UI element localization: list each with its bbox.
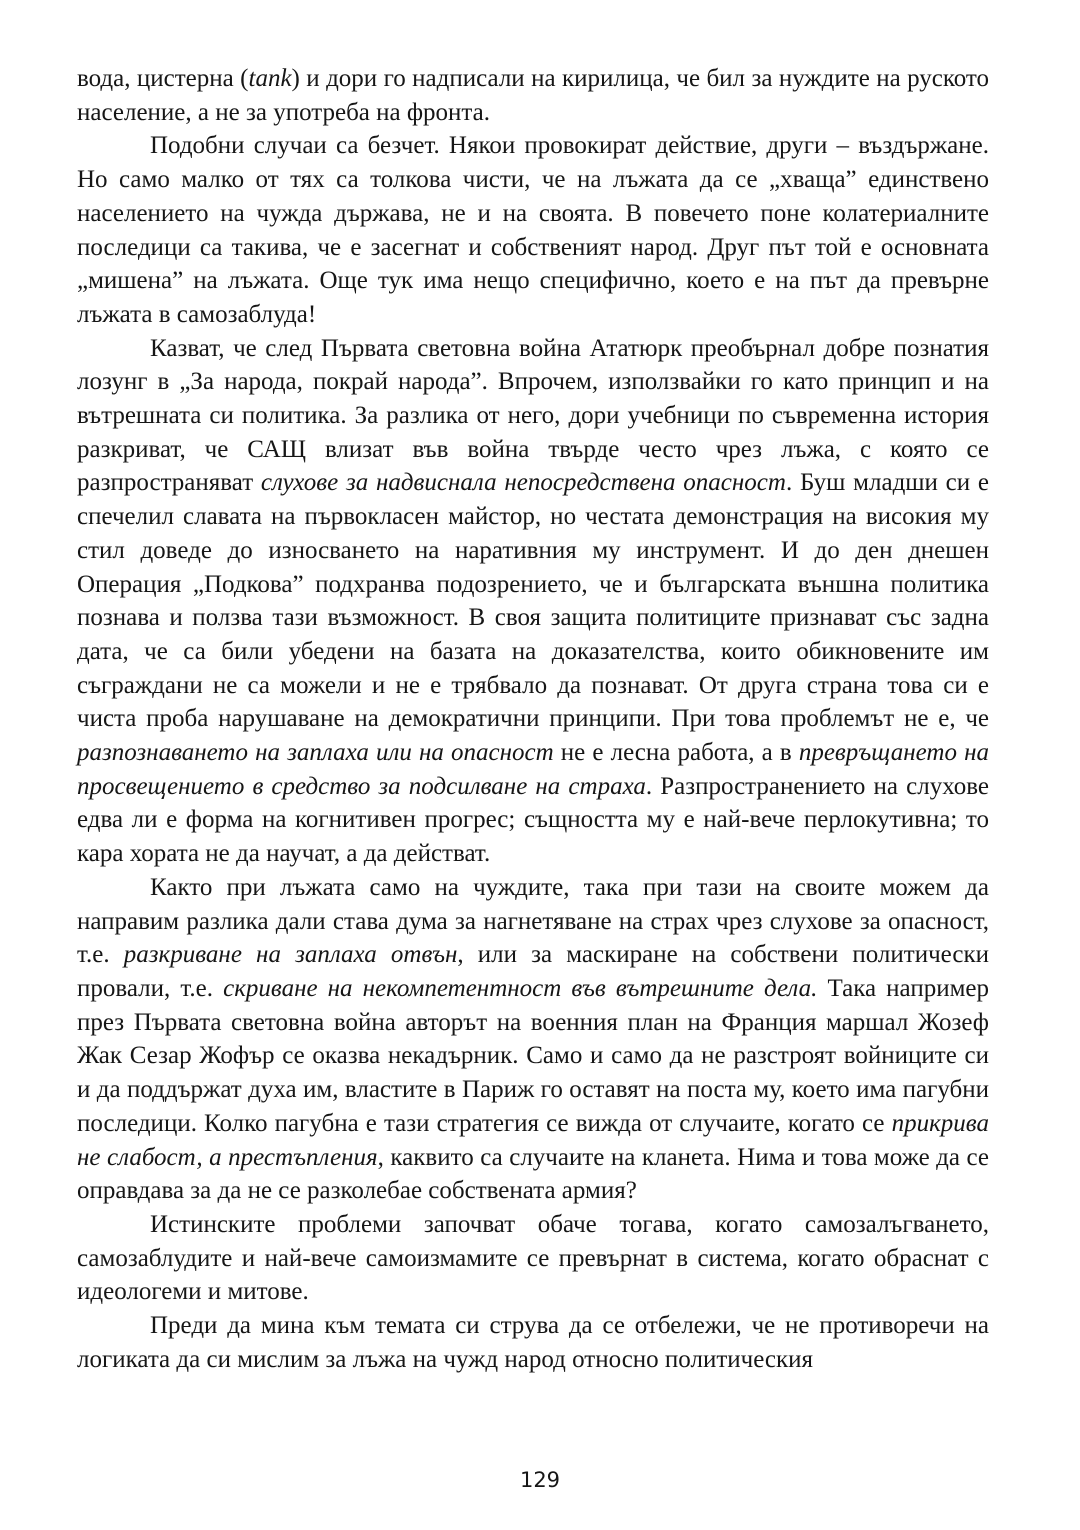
text-run: . Буш младши си е спечелил славата на първокласен майстор, но честата демонстрация на високия му стил доведе до износването на наративния му инструмент. И до ден днешен Операция „Подкова” подхранва подозрението, че и българската външна политика познава и ползва тази възможност. В своя защита политиците признават със задна дата, че са били убедени на базата на доказателства, които обикновените им съграждани не са можели и не е трябвало да познават. От друга страна това си е чиста проба нарушаване на демократични принципи. При това проблемът не е, че: [77, 469, 989, 733]
text-run-italic: прикрива не слабост, а престъпления: [77, 1109, 989, 1171]
text-run-italic: разпознаването на заплаха или на опасност: [77, 739, 554, 767]
text-run: Подобни случаи са безчет. Някои провокират действие, други – въздържане. Но само малко от тях са толкова чисти, че на лъжата да се „хваща” единствено населението на чужда държава, не и на своята. В повечето поне колатериалните последици са такива, че е засегнат и собственият народ. Друг път той е основната „мишена” на лъжата. Още тук има нещо специфично, което е на път да превърне лъжата в самозаблуда!: [77, 132, 989, 328]
text-run: , каквито са случаите на кланета. Нима и това може да се оправдава за да не се разколебае собствената армия?: [77, 1143, 990, 1205]
paragraph: [77, 62, 989, 129]
text-run: . Разпространението на слухове едва ли е форма на когнитивен прогрес; същността му е най-вече перлокутивна; то кара хората не да научат, а да действат.: [77, 772, 990, 868]
text-run: , или за маскиране на собствени политически провали, т.е.: [77, 941, 989, 1002]
paragraph: [77, 129, 989, 331]
text-run-italic: превръщането на просвещението в средство за подсилване на страха: [77, 739, 989, 800]
text-run: не е лесна работа, а в: [553, 739, 799, 767]
text-run-italic: скриване на некомпетентност във вътрешните дела.: [223, 974, 818, 1002]
text-run-italic: tank: [248, 65, 292, 92]
paragraph: [77, 332, 989, 871]
paragraph: [77, 1309, 989, 1376]
text-run: Преди да мина към темата си струва да се отбележи, че не противоречи на логиката да си мислим за лъжа на чужд народ относно политическия: [77, 1312, 989, 1373]
text-run: ) и дори го надписали на кирилица, че бил за нуждите на руското население, а не за употреба на фронта.: [77, 65, 990, 126]
paragraph: [77, 1208, 989, 1309]
text-run: Както при лъжата само на чуждите, така при тази на своите можем да направим разлика дали става дума за нагнетяване на страх чрез слухове за опасност, т.е.: [77, 873, 989, 969]
text-run: Така например през Първата световна война авторът на военния план на Франция маршал Жозеф Жак Сезар Жофър се оказва некадърник. Само и само да не разстроят войниците си и да поддържат духа им, властите в Париж го оставят на поста му, което има пагубни последици. Колко пагубна е тази стратегия се вижда от случаите, когато се: [77, 974, 989, 1137]
text-run-italic: слухове за надвиснала непосредствена опасност: [260, 469, 786, 497]
text-run: Казват, че след Първата световна война Ататюрк преобърнал добре познатия лозунг в „За народа, покрай народа”. Впрочем, използвайки го като принцип и на вътрешната си политика. За разлика от него, дори учебници по съвременна история разкриват, че САЩ влизат във война твърде често чрез лъжа, с която се разпространяват: [77, 334, 989, 497]
page-number: 129: [519, 1468, 561, 1492]
text-run-italic: разкриване на заплаха отвън: [123, 941, 458, 969]
page-body: [77, 62, 989, 1376]
text-run: вода, цистерна (: [77, 65, 249, 92]
paragraph: [77, 871, 989, 1208]
text-run: Истинските проблеми започват обаче тогава, когато самозалъгването, самозаблудите и най-вече самоизмамите се превърнат в система, когато обраснат с идеологеми и митове.: [77, 1210, 989, 1306]
